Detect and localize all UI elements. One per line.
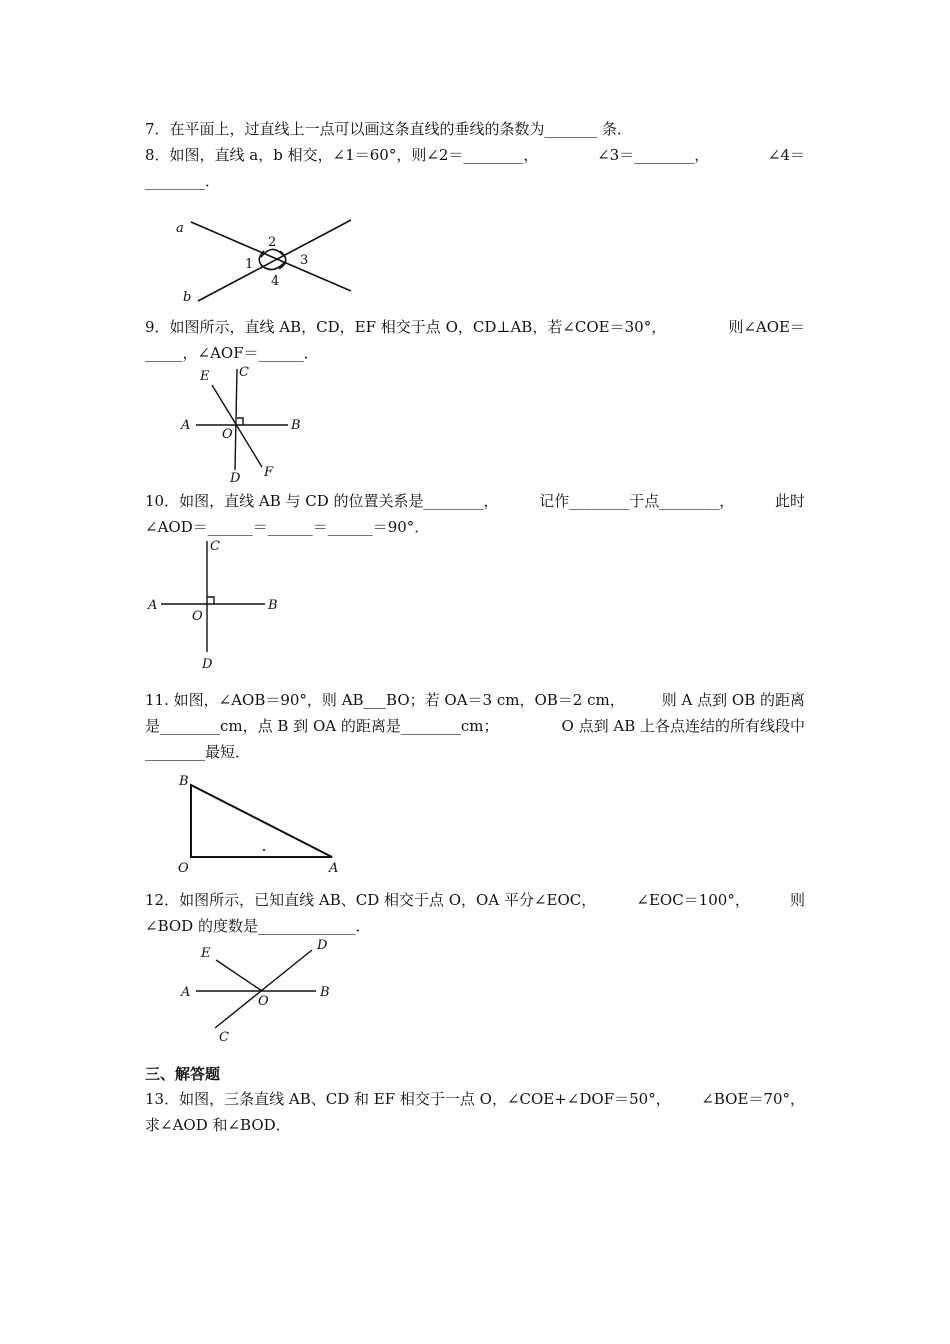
q8-label-3: 3 [300, 253, 309, 268]
q11-blank: ________最短． [145, 743, 251, 761]
question-8-line-1 [145, 145, 805, 165]
question-10-line-1 [145, 491, 805, 511]
q11-label-A: A [329, 861, 339, 876]
question-9-line-2 [145, 343, 319, 363]
q12-blank: ∠BOD 的度数是_____________． [145, 917, 371, 935]
section-3-heading [145, 1064, 220, 1084]
q9-figure [178, 365, 338, 485]
q8-part-2: ∠3＝________， [597, 146, 710, 164]
q12-figure [178, 937, 348, 1047]
q9-label-O: O [222, 427, 233, 442]
question-11-line-1 [145, 690, 805, 710]
q12-label-B: B [320, 985, 330, 1000]
q12-label-D: D [317, 938, 328, 953]
q11-label-B: B [179, 774, 189, 789]
question-12-line-1 [145, 890, 805, 910]
section-3-title: 三、解答题 [145, 1065, 221, 1083]
q8-arc-2 [261, 249, 283, 257]
q9-right-angle-mark [237, 418, 243, 425]
q11-triangle-aob [191, 785, 332, 857]
q10-label-C: C [210, 539, 220, 554]
question-10-line-2 [145, 517, 429, 537]
q12-label-A: A [181, 985, 191, 1000]
q10-label-O: O [192, 609, 203, 624]
q10-label-B: B [268, 598, 278, 613]
question-13-line-1 [145, 1089, 805, 1109]
q12-line-cd [215, 950, 312, 1028]
q10-right-angle-mark [207, 597, 214, 604]
q9-part-1: 9．如图所示，直线 AB，CD，EF 相交于点 O，CD⊥AB，若∠COE＝30°， [145, 318, 667, 336]
q8-label-4: 4 [271, 274, 280, 289]
q11-part-2: 则 A 点到 OB 的距离 [661, 691, 805, 709]
q9-blank: _____，∠AOF＝______． [145, 344, 319, 362]
q8-label-b: b [183, 290, 192, 305]
q12-part-1: 12．如图所示，已知直线 AB、CD 相交于点 O，OA 平分∠EOC， [145, 891, 597, 909]
question-7 [145, 119, 632, 139]
q9-label-E: E [200, 369, 210, 384]
q9-label-C: C [239, 365, 249, 380]
q11-figure [172, 768, 382, 878]
q12-label-O: O [258, 994, 269, 1009]
q8-label-a: a [176, 221, 184, 236]
question-9-line-1 [145, 317, 805, 337]
q13-ask: 求∠AOD 和∠BOD． [145, 1116, 291, 1134]
q9-part-2: 则∠AOE＝ [728, 318, 805, 336]
q12-part-3: 则 [789, 891, 805, 909]
question-7-text: 7．在平面上，过直线上一点可以画这条直线的垂线的条数为_______ 条． [145, 120, 632, 138]
q8-label-2: 2 [268, 235, 277, 250]
q9-label-D: D [230, 471, 241, 486]
q11-dot [263, 849, 265, 851]
q13-part-2: ∠BOE＝70°， [701, 1090, 805, 1108]
q10-part-3: 此时 [774, 492, 805, 510]
question-11-line-2 [145, 716, 805, 736]
q11-part-1: 11. 如图，∠AOB＝90°，则 AB___BO；若 OA＝3 cm，OB＝2 cm， [145, 691, 625, 709]
q10-blank: ∠AOD＝______＝______＝______＝90°． [145, 518, 430, 536]
q10-label-A: A [148, 598, 158, 613]
q11-part-4: O 点到 AB 上各点连结的所有线段中 [561, 717, 805, 735]
q9-line-cd [235, 369, 237, 470]
q9-label-A: A [181, 418, 191, 433]
q9-label-F: F [264, 465, 274, 480]
q10-part-1: 10．如图，直线 AB 与 CD 的位置关系是________， [145, 492, 499, 510]
q11-part-3: 是________cm，点 B 到 OA 的距离是________cm； [145, 717, 499, 735]
q10-part-2: 记作________于点________， [539, 492, 735, 510]
q10-label-D: D [202, 657, 213, 672]
q12-part-2: ∠EOC＝100°， [636, 891, 750, 909]
q11-label-O: O [178, 861, 189, 876]
q9-label-B: B [291, 418, 301, 433]
question-13-line-2 [145, 1115, 291, 1135]
q8-figure [168, 205, 368, 315]
question-12-line-2 [145, 916, 370, 936]
q10-figure [145, 537, 295, 672]
q8-label-1: 1 [245, 257, 254, 272]
q12-label-C: C [219, 1030, 229, 1045]
question-11-line-3 [145, 742, 250, 762]
q8-blank: ________． [145, 172, 221, 190]
question-8-line-2 [145, 171, 220, 191]
q12-label-E: E [201, 946, 211, 961]
q8-part-1: 8．如图，直线 a，b 相交，∠1＝60°，则∠2＝________， [145, 146, 539, 164]
q12-line-oe [216, 960, 262, 991]
q8-part-3: ∠4＝ [767, 146, 805, 164]
q13-part-1: 13．如图，三条直线 AB、CD 和 EF 相交于一点 O，∠COE+∠DOF＝50°， [145, 1090, 671, 1108]
